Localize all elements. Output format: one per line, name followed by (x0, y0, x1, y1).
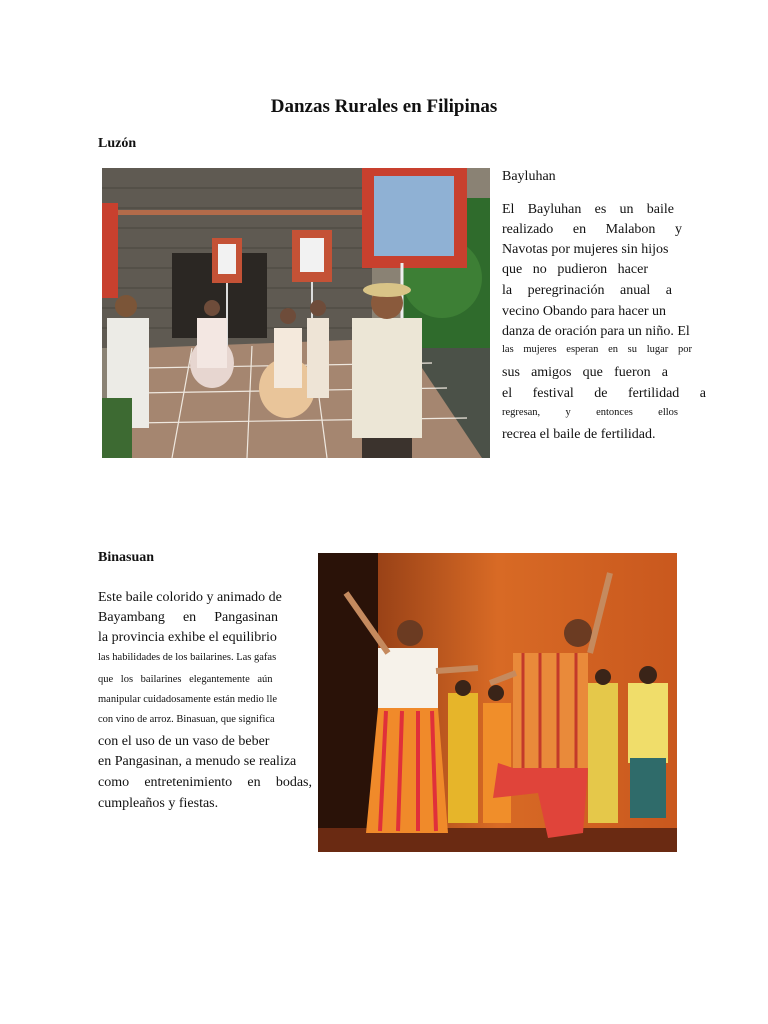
binasuan-text-block (98, 588, 316, 820)
body-line: la peregrinación anual a (502, 283, 672, 298)
body-line: que los bailarines elegantemente aún (98, 674, 273, 685)
body-line: sus amigos que fueron a (502, 365, 668, 380)
body-line: cumpleaños y fiestas. (98, 796, 219, 811)
body-line: el festival de fertilidad a (502, 386, 706, 401)
body-line: manipular cuidadosamente están medio lle (98, 694, 278, 705)
bayluhan-photo (102, 168, 490, 458)
body-line: con el uso de un vaso de beber (98, 734, 270, 749)
section-heading-binasuan: Binasuan (98, 550, 155, 565)
body-line: que no pudieron hacer (502, 262, 648, 277)
body-line: danza de oración para un niño. El (502, 324, 690, 339)
bayluhan-subheading: Bayluhan (502, 169, 556, 184)
body-line: regresan, y entonces ellos (502, 407, 678, 418)
body-line: las mujeres esperan en su lugar por (502, 344, 692, 355)
body-line: con vino de arroz. Binasuan, que significa (98, 714, 275, 725)
body-line: la provincia exhibe el equilibrio (98, 630, 277, 645)
body-line: como entretenimiento en bodas, (98, 775, 312, 790)
body-line: en Pangasinan, a menudo se realiza (98, 754, 297, 769)
body-line: Bayambang en Pangasinan (98, 610, 278, 625)
binasuan-photo (318, 553, 677, 852)
body-line: recrea el baile de fertilidad. (502, 427, 656, 442)
body-line: vecino Obando para hacer un (502, 304, 667, 319)
section-heading-luzon: Luzón (98, 136, 137, 151)
body-line: Este baile colorido y animado de (98, 590, 282, 605)
body-line: realizado en Malabon y (502, 222, 682, 237)
page-title: Danzas Rurales en Filipinas (270, 96, 498, 117)
body-line: El Bayluhan es un baile (502, 202, 674, 217)
body-line: Navotas por mujeres sin hijos (502, 242, 669, 257)
body-line: las habilidades de los bailarines. Las gafas (98, 652, 277, 663)
